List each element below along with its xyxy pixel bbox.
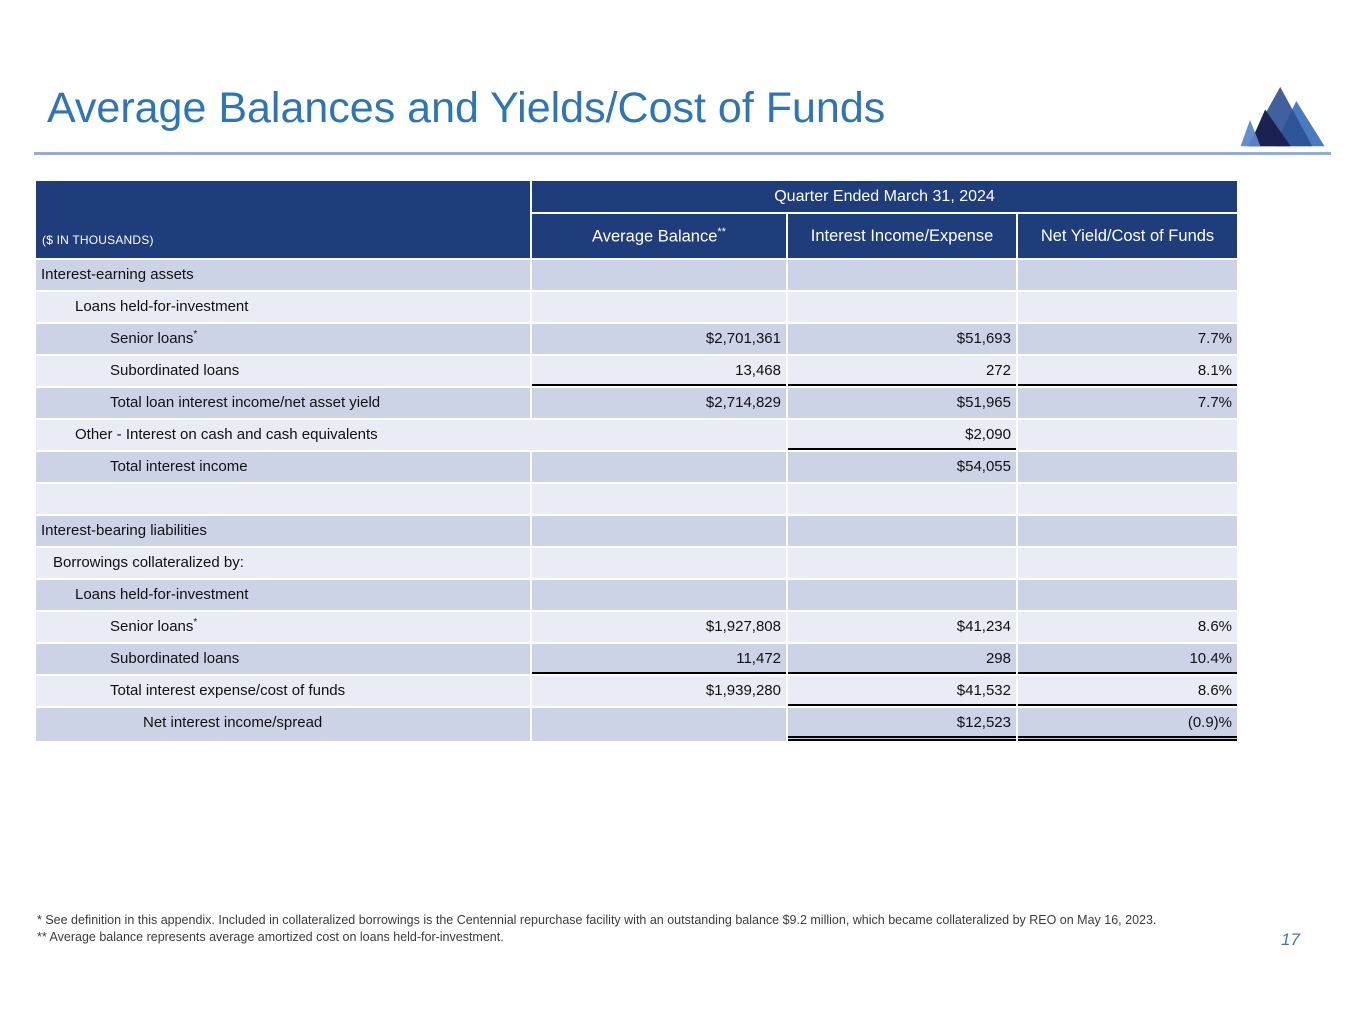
table-row — [36, 484, 1237, 514]
interest-cell: $41,532 — [788, 676, 1016, 706]
row-label-cell — [36, 388, 530, 418]
page-number: 17 — [1281, 930, 1300, 949]
row-label-cell — [36, 612, 530, 642]
yield-cell: (0.9)% — [1018, 708, 1237, 741]
table-row — [36, 676, 1237, 706]
avg-balance-cell — [532, 548, 786, 578]
avg-balance-cell: $2,701,361 — [532, 324, 786, 354]
footnote: * See definition in this appendix. Included in collateralized borrowings is the Centennial repurchase facility with an outstanding balance $9.2 million, which became collateralized by REO on May 16, 2023. — [37, 913, 1157, 927]
row-label-cell — [36, 356, 530, 386]
row-label-cell — [36, 548, 530, 578]
row-label: Total interest expense/cost of funds — [110, 681, 346, 699]
avg-balance-cell — [532, 292, 786, 322]
interest-cell: 272 — [788, 356, 1016, 386]
average-balances-table — [34, 179, 1239, 743]
yield-cell — [1018, 516, 1237, 546]
interest-cell: 298 — [788, 644, 1016, 674]
table-row — [36, 324, 1237, 354]
footnotes — [37, 912, 1237, 946]
table-row — [36, 580, 1237, 610]
table-row — [36, 260, 1237, 290]
interest-cell: $54,055 — [788, 452, 1016, 482]
yield-cell — [1018, 452, 1237, 482]
column-header-interest-income-expense: Interest Income/Expense — [788, 214, 1016, 258]
row-label: Senior loans — [110, 330, 194, 347]
column-header-label: Average Balance — [592, 227, 718, 246]
table-row — [36, 356, 1237, 386]
avg-balance-cell — [532, 708, 786, 741]
yield-cell: 8.6% — [1018, 676, 1237, 706]
footnote: ** Average balance represents average amortized cost on loans held-for-investment. — [37, 930, 504, 944]
footnote-marker: * — [193, 329, 198, 340]
interest-cell — [788, 580, 1016, 610]
yield-cell — [1018, 548, 1237, 578]
avg-balance-cell — [532, 580, 786, 610]
row-label-cell — [36, 452, 530, 482]
interest-cell: $12,523 — [788, 708, 1016, 741]
column-header-average-balance — [532, 214, 786, 258]
row-label: Total loan interest income/net asset yield — [110, 393, 381, 411]
row-label-cell — [36, 516, 530, 546]
avg-balance-cell: 13,468 — [532, 356, 786, 386]
yield-cell: 8.6% — [1018, 612, 1237, 642]
table-row — [36, 420, 1237, 450]
table-row — [36, 612, 1237, 642]
yield-cell — [1018, 420, 1237, 450]
column-header-net-yield-cost-of-funds: Net Yield/Cost of Funds — [1018, 214, 1237, 258]
avg-balance-cell — [532, 484, 786, 514]
interest-cell: $41,234 — [788, 612, 1016, 642]
table-row — [36, 708, 1237, 741]
row-label-cell — [36, 420, 786, 450]
yield-cell: 10.4% — [1018, 644, 1237, 674]
table-row — [36, 452, 1237, 482]
yield-cell — [1018, 580, 1237, 610]
interest-cell: $51,693 — [788, 324, 1016, 354]
row-label: Total interest income — [110, 457, 248, 475]
row-label: Interest-earning assets — [41, 265, 194, 283]
row-label-cell — [36, 260, 530, 290]
footnote-marker: ** — [717, 225, 726, 238]
mountain-logo-icon — [1236, 84, 1332, 150]
period-header-row — [36, 181, 1237, 212]
row-label-cell — [36, 484, 530, 514]
table-row — [36, 388, 1237, 418]
yield-cell: 7.7% — [1018, 388, 1237, 418]
row-label: Net interest income/spread — [143, 713, 323, 731]
units-label: ($ IN THOUSANDS) — [42, 233, 154, 247]
row-label: Senior loans — [110, 618, 194, 635]
period-header-cell: Quarter Ended March 31, 2024 — [532, 181, 1237, 212]
avg-balance-cell — [532, 260, 786, 290]
interest-cell — [788, 516, 1016, 546]
interest-cell: $2,090 — [788, 420, 1016, 450]
row-label: Loans held-for-investment — [75, 585, 249, 603]
row-label: Borrowings collateralized by: — [53, 553, 244, 571]
interest-cell — [788, 260, 1016, 290]
interest-cell: $51,965 — [788, 388, 1016, 418]
avg-balance-cell: $2,714,829 — [532, 388, 786, 418]
interest-cell — [788, 484, 1016, 514]
row-label-cell — [36, 708, 530, 741]
interest-cell — [788, 292, 1016, 322]
page-title: Average Balances and Yields/Cost of Funds — [47, 84, 886, 132]
row-label-cell — [36, 644, 530, 674]
interest-cell — [788, 548, 1016, 578]
avg-balance-cell: $1,939,280 — [532, 676, 786, 706]
yield-cell — [1018, 292, 1237, 322]
yield-cell — [1018, 260, 1237, 290]
yield-cell: 8.1% — [1018, 356, 1237, 386]
table-row — [36, 644, 1237, 674]
avg-balance-cell — [532, 452, 786, 482]
row-label: Interest-bearing liabilities — [41, 521, 207, 539]
avg-balance-cell: $1,927,808 — [532, 612, 786, 642]
units-label-cell — [36, 181, 530, 258]
row-label-cell — [36, 580, 530, 610]
yield-cell — [1018, 484, 1237, 514]
row-label-cell — [36, 292, 530, 322]
row-label-cell — [36, 324, 530, 354]
table-row — [36, 516, 1237, 546]
row-label: Loans held-for-investment — [75, 297, 249, 315]
title-underline — [34, 152, 1331, 155]
yield-cell: 7.7% — [1018, 324, 1237, 354]
table-row — [36, 292, 1237, 322]
table-row — [36, 548, 1237, 578]
avg-balance-cell — [532, 516, 786, 546]
row-label: Other - Interest on cash and cash equivalents — [75, 425, 378, 443]
footnote-marker: * — [193, 617, 198, 628]
row-label-cell — [36, 676, 530, 706]
row-label: Subordinated loans — [110, 361, 240, 379]
row-label: Subordinated loans — [110, 649, 240, 667]
avg-balance-cell: 11,472 — [532, 644, 786, 674]
